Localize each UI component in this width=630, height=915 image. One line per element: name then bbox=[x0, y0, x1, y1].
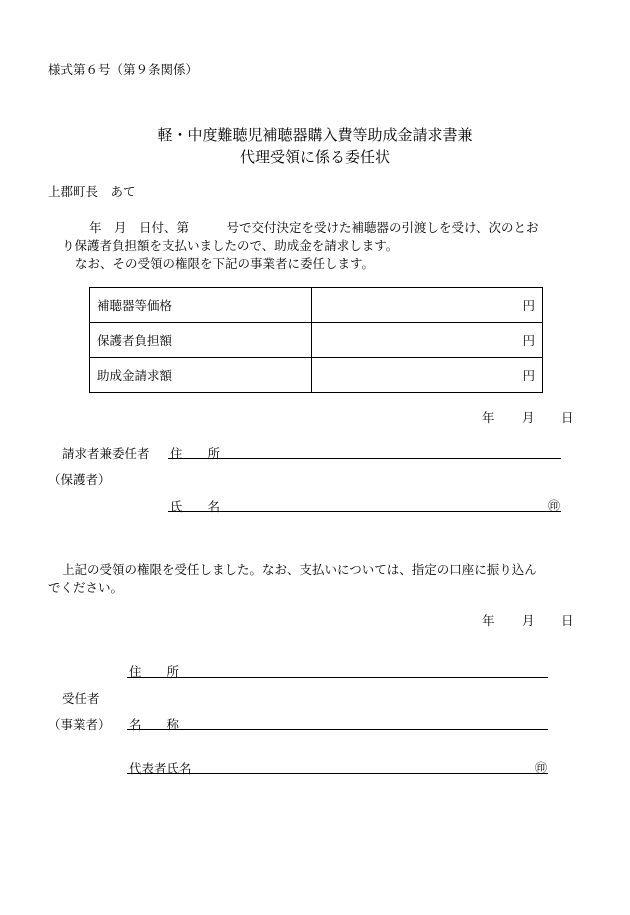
agent-company-line[interactable] bbox=[127, 729, 548, 730]
date2-month: 月 bbox=[522, 613, 535, 628]
requester-address-label: 住 所 bbox=[170, 446, 221, 461]
agent-company-label: 名 称 bbox=[129, 717, 180, 732]
seal-icon: ㊞ bbox=[535, 761, 548, 775]
document-title-line2: 代理受領に係る委任状 bbox=[239, 148, 390, 166]
amount-table bbox=[89, 287, 543, 393]
row-label: 補聴器等価格 bbox=[90, 288, 312, 323]
yen-unit: 円 bbox=[522, 298, 535, 313]
date2-year: 年 bbox=[482, 613, 495, 628]
yen-unit: 円 bbox=[522, 368, 535, 383]
agent-address-label: 住 所 bbox=[129, 664, 180, 679]
agent-representative-label: 代表者氏名 bbox=[129, 761, 192, 776]
form-number: 様式第６号（第９条関係） bbox=[48, 62, 199, 77]
requester-role-sub: （保護者） bbox=[48, 472, 111, 487]
amount-field[interactable] bbox=[312, 323, 543, 358]
requester-name-line[interactable] bbox=[168, 511, 561, 512]
row-label: 助成金請求額 bbox=[90, 358, 312, 393]
agent-role: 受任者 bbox=[62, 691, 100, 706]
requester-address-line[interactable] bbox=[168, 458, 561, 459]
requester-role: 請求者兼委任者 bbox=[62, 446, 150, 461]
date1-year: 年 bbox=[482, 410, 495, 425]
table-row bbox=[90, 288, 543, 323]
amount-field[interactable] bbox=[312, 358, 543, 393]
addressee: 上郡町長 あて bbox=[48, 184, 136, 199]
table-row bbox=[90, 358, 543, 393]
acceptance-line2: でください。 bbox=[48, 580, 124, 595]
amount-field[interactable] bbox=[312, 288, 543, 323]
date1-day: 日 bbox=[561, 410, 574, 425]
row-label: 保護者負担額 bbox=[90, 323, 312, 358]
body-line2: り保護者負担額を支払いましたので、助成金を請求します。 bbox=[62, 238, 399, 253]
date1-month: 月 bbox=[522, 410, 535, 425]
agent-representative-line[interactable] bbox=[127, 773, 548, 774]
date2-day: 日 bbox=[561, 613, 574, 628]
yen-unit: 円 bbox=[522, 333, 535, 348]
table-row bbox=[90, 323, 543, 358]
body-line1: 年 月 日付、第 号で交付決定を受けた補聴器の引渡しを受け、次のとお bbox=[89, 220, 539, 235]
agent-role-sub: （事業者） bbox=[48, 717, 111, 732]
document-title-line1: 軽・中度難聴児補聴器購入費等助成金請求書兼 bbox=[157, 126, 473, 144]
body-line3: なお、その受領の権限を下記の事業者に委任します。 bbox=[75, 256, 375, 271]
acceptance-line1: 上記の受領の権限を受任しました。なお、支払いについては、指定の口座に振り込ん bbox=[62, 562, 537, 577]
requester-name-label: 氏 名 bbox=[170, 499, 221, 514]
agent-address-line[interactable] bbox=[127, 677, 548, 678]
seal-icon: ㊞ bbox=[548, 499, 561, 513]
